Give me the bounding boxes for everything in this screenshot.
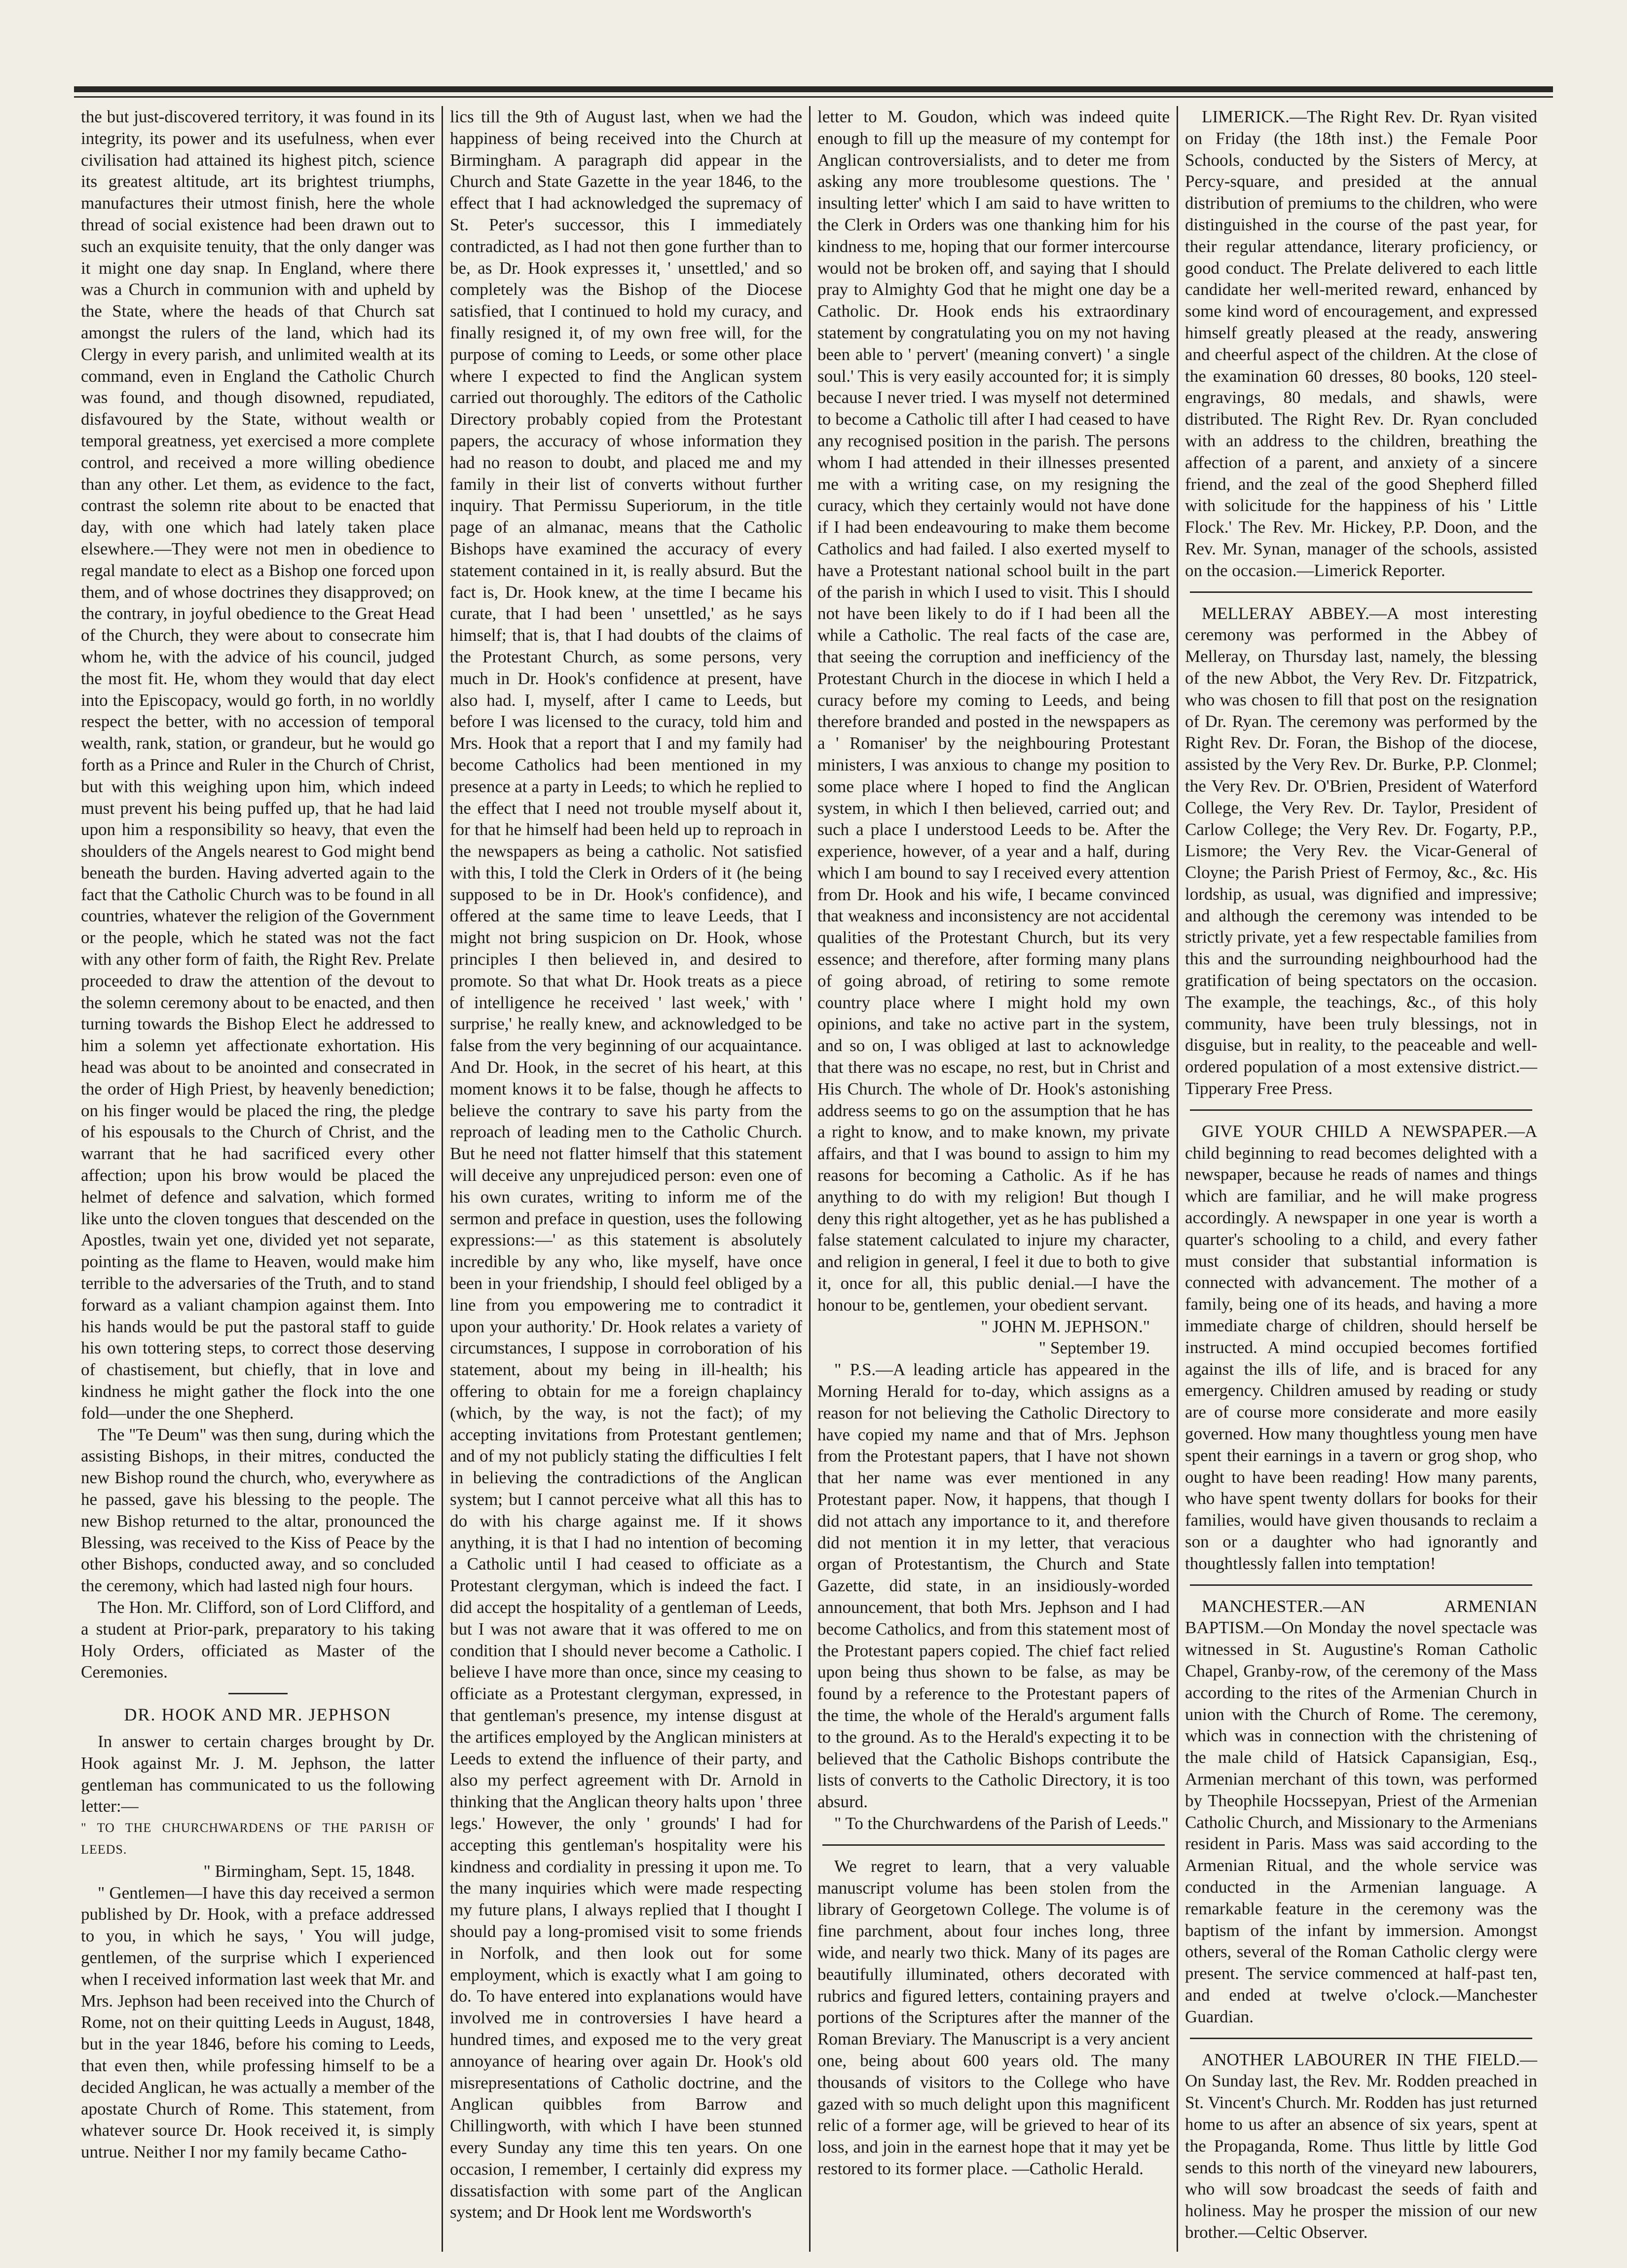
section-divider: [822, 1844, 1165, 1846]
paragraph: " Gentlemen—I have this day received a sermon published by Dr. Hook, with a preface addressed to you, in which he says, ' You will judge, gentlemen, of the surprise which I experienced when I received information last week that Mr. and Mrs. Jephson had been received into the Church of Rome, not on their quitting Leeds in August, 1848, but in the year 1846, before his coming to Leeds, that even then, while professing himself to be a decided Anglican, he was actually a member of the apostate Church of Rome. This statement, from whatever source Dr. Hook received it, is simply untrue. Neither I nor my family became Catho-: [81, 1883, 435, 2162]
paragraph: " JOHN M. JEPHSON.": [981, 1317, 1150, 1336]
paragraph: lics till the 9th of August last, when we had the happiness of being received into the Church at Birmingham. A paragraph did appear in the Church and State Gazette in the year 1846, to the effect that I had acknowledged the supremacy of St. Peter's successor, this I immediately contradicted, as I had not then gone further than to be, as Dr. Hook expresses it, ' unsettled,' and so completely was the Bishop of the Diocese satisfied, that I continued to hold my curacy, and finally resigned it, of my own free will, for the purpose of coming to Leeds, or some other place where I expected to find the Anglican system carried out thoroughly. The editors of the Catholic Directory probably copied from the Protestant papers, the accuracy of whose information they had no reason to doubt, and placed me and my family in their list of converts without further inquiry. That Permissu Superiorum, in the title page of an almanac, means that the Catholic Bishops have examined the accuracy of every statement contained in it, is really absurd. But the fact is, Dr. Hook knew, at the time I became his curate, that I had been ' unsettled,' as he says himself; that is, that I had doubts of the claims of the Protestant Church, as some persons, very much in Dr. Hook's confidence at present, have also had. I, myself, after I came to Leeds, but before I was licensed to the curacy, told him and Mrs. Hook that a report that I and my family had become Catholics had been mentioned in my presence at a party in Leeds; to which he replied to the effect that I need not trouble myself about it, for that he himself had been held up to reproach in the newspapers as being a catholic. Not satisfied with this, I told the Clerk in Orders of it (he being supposed to be in Dr. Hook's confidence), and offered at the same time to leave Leeds, that I might not bring suspicion on Dr. Hook, whose principles I then believed in, and desired to promote. So that what Dr. Hook treats as a piece of intelligence he received ' last week,' with ' surprise,' he really knew, and acknowledged to be false from the very beginning of our acquaintance. And Dr. Hook, in the secret of his heart, at this moment knows it to be false, though he affects to believe the contrary to save his party from the reproach of leading men to the Catholic Church. But he need not flatter himself that this statement will deceive any unprejudiced person: even one of his own curates, writing to inform me of the sermon and preface in question, uses the following expressions:—' as this statement is absolutely incredible by any who, like myself, have once been in your friendship, I should feel obliged by a line from you empowering me to contradict it upon your authority.' Dr. Hook relates a variety of circumstances, I suppose in corroboration of his statement, about my being in ill-health; his offering to obtain for me a foreign chaplaincy (which, by the way, is not the fact); of my accepting invitations from Protestant gentlemen; and of my not publicly stating the difficulties I felt in believing the contradictions of the Anglican system; but I cannot perceive what all this has to do with his charge against me. If it shows anything, it is that I had no intention of becoming a Catholic until I had ceased to officiate as a Protestant clergyman, which is indeed the fact. I did accept the hospitality of a gentleman of Leeds, but I was not aware that it was offered to me on condition that I should never become a Catholic. I believe I have more than once, since my ceasing to officiate as a Protestant clergyman, expressed, in that gentleman's presence, my intense disgust at the artifices employed by the Anglican ministers at Leeds to extend the influence of their party, and also my perfect agreement with Dr. Arnold in thinking that the Anglican theory halts upon ' three legs.' However, the only ' grounds' I had for accepting this gentleman's hospitality were his kindness and cordiality in pressing it upon me. To the many inquiries which were made respecting my future plans, I always replied that I thought I should pay a long-promised visit to some friends in Norfolk, and then look out for some employment, which is exactly what I am going to do. To have entered into explanations would have involved me in controversies I have heard a hundred times, and exposed me to the very great annoyance of hearing over again Dr. Hook's old misrepresentations of Catholic doctrine, and the Anglican quibbles from Barrow and Chillingworth, with which I have been stunned every Sunday any time this ten years. On one occasion, I remember, I certainly did express my dissatisfaction with some part of the Anglican system; and Dr Hook lent me Wordsworth's: [450, 107, 802, 2222]
paragraph: " September 19.: [1038, 1338, 1150, 1358]
paragraph: ANOTHER LABOURER IN THE FIELD.—On Sunday last, the Rev. Mr. Rodden preached in St. Vincent's Church. Mr. Rodden has just returned home to us after an absence of six years, spent at the Propaganda, Rome. Thus little by little God sends to this north of the vineyard new labourers, who will sow broadcast the seeds of faith and holiness. May he prosper the mission of our new brother.—Celtic Observer.: [1185, 2049, 1537, 2242]
top-rule-thick: [74, 86, 1553, 92]
paragraph: The "Te Deum" was then sung, during which the assisting Bishops, in their mitres, conducted the new Bishop round the church, who, everywhere as he passed, gave his blessing to the people. The new Bishop returned to the altar, pronounced the Blessing, was received to the Kiss of Peace by the other Bishops, conducted away, and so concluded the ceremony, which had lasted nigh four hours.: [81, 1425, 435, 1596]
column-4: [1177, 106, 1544, 2252]
paragraph: MANCHESTER.—AN ARMENIAN BAPTISM.—On Monday the novel spectacle was witnessed in St. Augustine's Roman Catholic Chapel, Granby-row, of the ceremony of the Mass according to the rites of the Armenian Church in union with the Church of Rome. The ceremony, which was in connection with the christening of the male child of Hatsick Capansigian, Esq., Armenian merchant of this town, was performed by Theophile Hocssepyan, Priest of the Armenian Catholic Church, and Missionary to the Armenians resident in Paris. Mass was said according to the Armenian Ritual, and the whole service was conducted in the Armenian language. A remarkable feature in the ceremony was the baptism of the infant by immersion. Amongst others, several of the Roman Catholic clergy were present. The service commenced at half-past ten, and ended at twelve o'clock.—Manchester Guardian.: [1185, 1596, 1537, 2026]
paragraph: We regret to learn, that a very valuable manuscript volume has been stolen from the library of Georgetown College. The volume is of fine parchment, about four inches long, three wide, and nearly two thick. Many of its pages are beautifully illuminated, others decorated with rubrics and figured letters, containing prayers and portions of the Scriptures after the manner of the Roman Breviary. The Manuscript is a very ancient one, being about 600 years old. The many thousands of visitors to the College who have gazed with so much delight upon this magnificent relic of a former age, will be grieved to hear of its loss, and join in the earnest hope that it may yet be restored to its former place. —Catholic Herald.: [817, 1856, 1170, 2178]
paragraph: " P.S.—A leading article has appeared in the Morning Herald for to-day, which assigns as a reason for not believing the Catholic Directory to have copied my name and that of Mrs. Jephson from the Protestant papers, that I have not shown that her name was ever mentioned in any Protestant paper. Now, it happens, that though I did not attach any importance to it, and therefore did not mention it in my letter, that veracious organ of Protestantism, the Church and State Gazette, did state, in an insidiously-worded announcement, that both Mrs. Jephson and I had become Catholics, and from this statement most of the Protestant papers copied. The chief fact relied upon being thus shown to be false, as may be found by a reference to the Protestant papers of the time, the whole of the Herald's argument falls to the ground. As to the Herald's expecting it to be believed that the Catholic Bishops contribute the lists of converts to the Catholic Directory, it is too absurd.: [817, 1360, 1170, 1812]
section-divider: [1190, 1109, 1532, 1111]
paragraph: " TO THE CHURCHWARDENS OF THE PARISH OF LEEDS.: [81, 1821, 435, 1857]
section-divider: [228, 1693, 288, 1694]
paragraph: The Hon. Mr. Clifford, son of Lord Clifford, and a student at Prior-park, preparatory to his taking Holy Orders, officiated as Master of the Ceremonies.: [81, 1597, 435, 1682]
paragraph: letter to M. Goudon, which was indeed quite enough to fill up the measure of my contempt for Anglican controversialists, and to deter me from asking any more troublesome questions. The ' insulting letter' which I am said to have written to the Clerk in Orders was one thanking him for his kindness to me, hoping that our former intercourse would not be broken off, and saying that I should pray to Almighty God that he might one day be a Catholic. Dr. Hook ends his extraordinary statement by congratulating you on my not having been able to ' pervert' (meaning convert) ' a single soul.' This is very easily accounted for; it is simply because I never tried. I was myself not determined to become a Catholic till after I had ceased to have any recognised position in the parish. The persons whom I had attended in their illnesses presented me with a writing case, on my resigning the curacy, which they certainly would not have done if I had been endeavouring to make them become Catholics and had failed. I also exerted myself to have a Protestant national school built in the part of the parish in which I used to visit. This I should not have been likely to do if I had been all the while a Catholic. The real facts of the case are, that seeing the corruption and inefficiency of the Protestant Church in the diocese in which I held a curacy before my coming to Leeds, and being therefore branded and posted in the newspapers as a ' Romaniser' by the neighbouring Protestant ministers, I was anxious to change my position to some place where I hoped to find the Anglican system, in which I then believed, carried out; and such a place I understood Leeds to be. After the experience, however, of a year and a half, during which I am bound to say I received every attention from Dr. Hook and his wife, I became convinced that weakness and inconsistency are not accidental qualities of the Protestant Church, but its very essence; and therefore, after forming many plans of going abroad, of retiring to some remote country place where I might hold my own opinions, and take no active part in the system, and so on, I was obliged at last to acknowledge that there was no escape, no rest, but in Christ and His Church. The whole of Dr. Hook's astonishing address seems to go on the assumption that he has a right to know, and to make known, my private affairs, and that I was bound to assign to him my reasons for becoming a Catholic. As if he has anything to do with my religion! But though I deny this right altogether, yet as he has published a false statement calculated to injure my character, and religion in general, I feel it due to both to give it, once for all, this public denial.—I have the honour to be, gentlemen, your obedient servant.: [817, 107, 1170, 1315]
column-3: [809, 106, 1177, 2252]
paragraph: In answer to certain charges brought by Dr. Hook against Mr. J. M. Jephson, the latter gentleman has communicated to us the following letter:—: [81, 1731, 435, 1816]
paragraph: MELLERAY ABBEY.—A most interesting ceremony was performed in the Abbey of Melleray, on Thursday last, namely, the blessing of the new Abbot, the Very Rev. Dr. Fitzpatrick, who was chosen to fill that post on the resignation of Dr. Ryan. The ceremony was performed by the Right Rev. Dr. Foran, the Bishop of the diocese, assisted by the Very Rev. Dr. Burke, P.P. Clonmel; the Very Rev. Dr. O'Brien, President of Waterford College, the Very Rev. Dr. Taylor, President of Carlow College; the Very Rev. Dr. Fogarty, P.P., Lismore; the Very Rev. the Vicar-General of Cloyne; the Parish Priest of Fermoy, &c., &c. His lordship, as usual, was dignified and impressive; and although the ceremony was intended to be strictly private, yet a few respectable families from this and the surrounding neighbourhood had the gratification of being spectators on the occasion. The example, the teachings, &c., of this holy community, have been truly blessings, not in disguise, but in reality, to the peaceable and well-ordered population of a most extensive district.—Tipperary Free Press.: [1185, 603, 1537, 1098]
section-divider: [1190, 591, 1532, 593]
section-divider: [1190, 2038, 1532, 2039]
paragraph: the but just-discovered territory, it was found in its integrity, its power and its usefulness, when ever civilisation had attained its highest pitch, science its greatest altitude, art its brightest triumphs, manufactures their utmost finish, here the whole thread of social existence had been drawn out to such an exquisite tenuity, that the only danger was it might one day snap. In England, where there was a Church in communion with and upheld by the State, where the heads of that Church sat amongst the rulers of the land, which had its Clergy in every parish, and unlimited wealth at its command, even in England the Catholic Church was found, and though disowned, repudiated, disfavoured by the State, without wealth or temporal greatness, yet exercised a more complete control, and received a more willing obedience than any other. Let them, as evidence to the fact, contrast the solemn rite about to be enacted that day, with one which had lately taken place elsewhere.—They were not men in obedience to regal mandate to elect as a Bishop one forced upon them, and of whose doctrines they disapproved; on the contrary, in joyful obedience to the Great Head of the Church, they were about to consecrate him whom he, with the advice of his council, judged the most fit. He, whom they would that day elect into the Episcopacy, would go forth, in no worldly respect the better, with no accession of temporal wealth, rank, station, or grandeur, but he would go forth as a Prince and Ruler in the Church of Christ, but with this weighing upon him, which indeed must prevent his being puffed up, that he had laid upon him a responsibility so heavy, that even the shoulders of the Angels nearest to God might bend beneath the burden. Having adverted again to the fact that the Catholic Church was to be found in all countries, whatever the religion of the Government or the people, which he stated was not the fact with any other form of faith, the Right Rev. Prelate proceeded to draw the attention of the devout to the solemn ceremony about to be enacted, and then turning towards the Bishop Elect he addressed to him a solemn yet affectionate exhortation. His head was about to be anointed and consecrated in the order of High Priest, by heavenly benediction; on his finger would be placed the ring, the pledge of his espousals to the Church of Christ, and the warrant that he had sacrificed every other affection; upon his brow would be placed the helmet of defence and salvation, which formed like unto the cloven tongues that descended on the Apostles, twain yet one, divided yet not separate, pointing as the flame to Heaven, would make him terrible to the adversaries of the Truth, and to stand forward as a valiant champion against them. Into his hands would be put the pastoral staff to guide his own tottering steps, to correct those deserving of chastisement, but chiefly, that in love and kindness he might gather the flock into the one fold—under the one Shepherd.: [81, 107, 435, 1423]
paragraph: GIVE YOUR CHILD A NEWSPAPER.—A child beginning to read becomes delighted with a newspaper, because he reads of names and things which are familiar, and he will make progress accordingly. A newspaper in one year is worth a quarter's schooling to a child, and every father must consider that substantial information is connected with advancement. The mother of a family, being one of its heads, and having a more immediate charge of children, should herself be instructed. A mind occupied becomes fortified against the ills of life, and is braced for any emergency. Children amused by reading or study are of course more considerate and more easily governed. How many thoughtless young men have spent their earnings in a tavern or grog shop, who ought to have been reading! How many parents, who have spent twenty dollars for books for their families, would have given thousands to reclaim a son or a daughter who had ignorantly and thoughtlessly fallen into temptation!: [1185, 1121, 1537, 1573]
paragraph: " Birmingham, Sept. 15, 1848.: [203, 1861, 415, 1881]
paragraph: " To the Churchwardens of the Parish of Leeds.": [834, 1813, 1169, 1833]
paragraph: LIMERICK.—The Right Rev. Dr. Ryan visited on Friday (the 18th inst.) the Female Poor Schools, conducted by the Sisters of Mercy, at Percy-square, and presided at the annual distribution of premiums to the children, who were distinguished in the course of the past year, for their regular attendance, literary proficiency, or good conduct. The Prelate delivered to each little candidate her well-merited reward, enhanced by some kind word of encouragement, and expressed himself greatly pleased at the ready, answering and cheerful aspect of the children. At the close of the examination 60 dresses, 80 books, 120 steel-engravings, 80 medals, and shawls, were distributed. The Right Rev. Dr. Ryan concluded with an address to the children, breathing the affection of a parent, and anxiety of a sincere friend, and the zeal of the good Shepherd filled with solicitude for the happiness of his ' Little Flock.' The Rev. Mr. Hickey, P.P. Doon, and the Rev. Mr. Synan, manager of the schools, assisted on the occasion.—Limerick Reporter.: [1185, 107, 1537, 580]
section-divider: [1190, 1584, 1532, 1586]
text-columns: [74, 106, 1554, 2252]
article-headline: DR. HOOK AND MR. JEPHSON: [124, 1705, 392, 1725]
column-2: [442, 106, 809, 2252]
column-1: [74, 106, 442, 2252]
top-rule-thin: [74, 96, 1553, 98]
